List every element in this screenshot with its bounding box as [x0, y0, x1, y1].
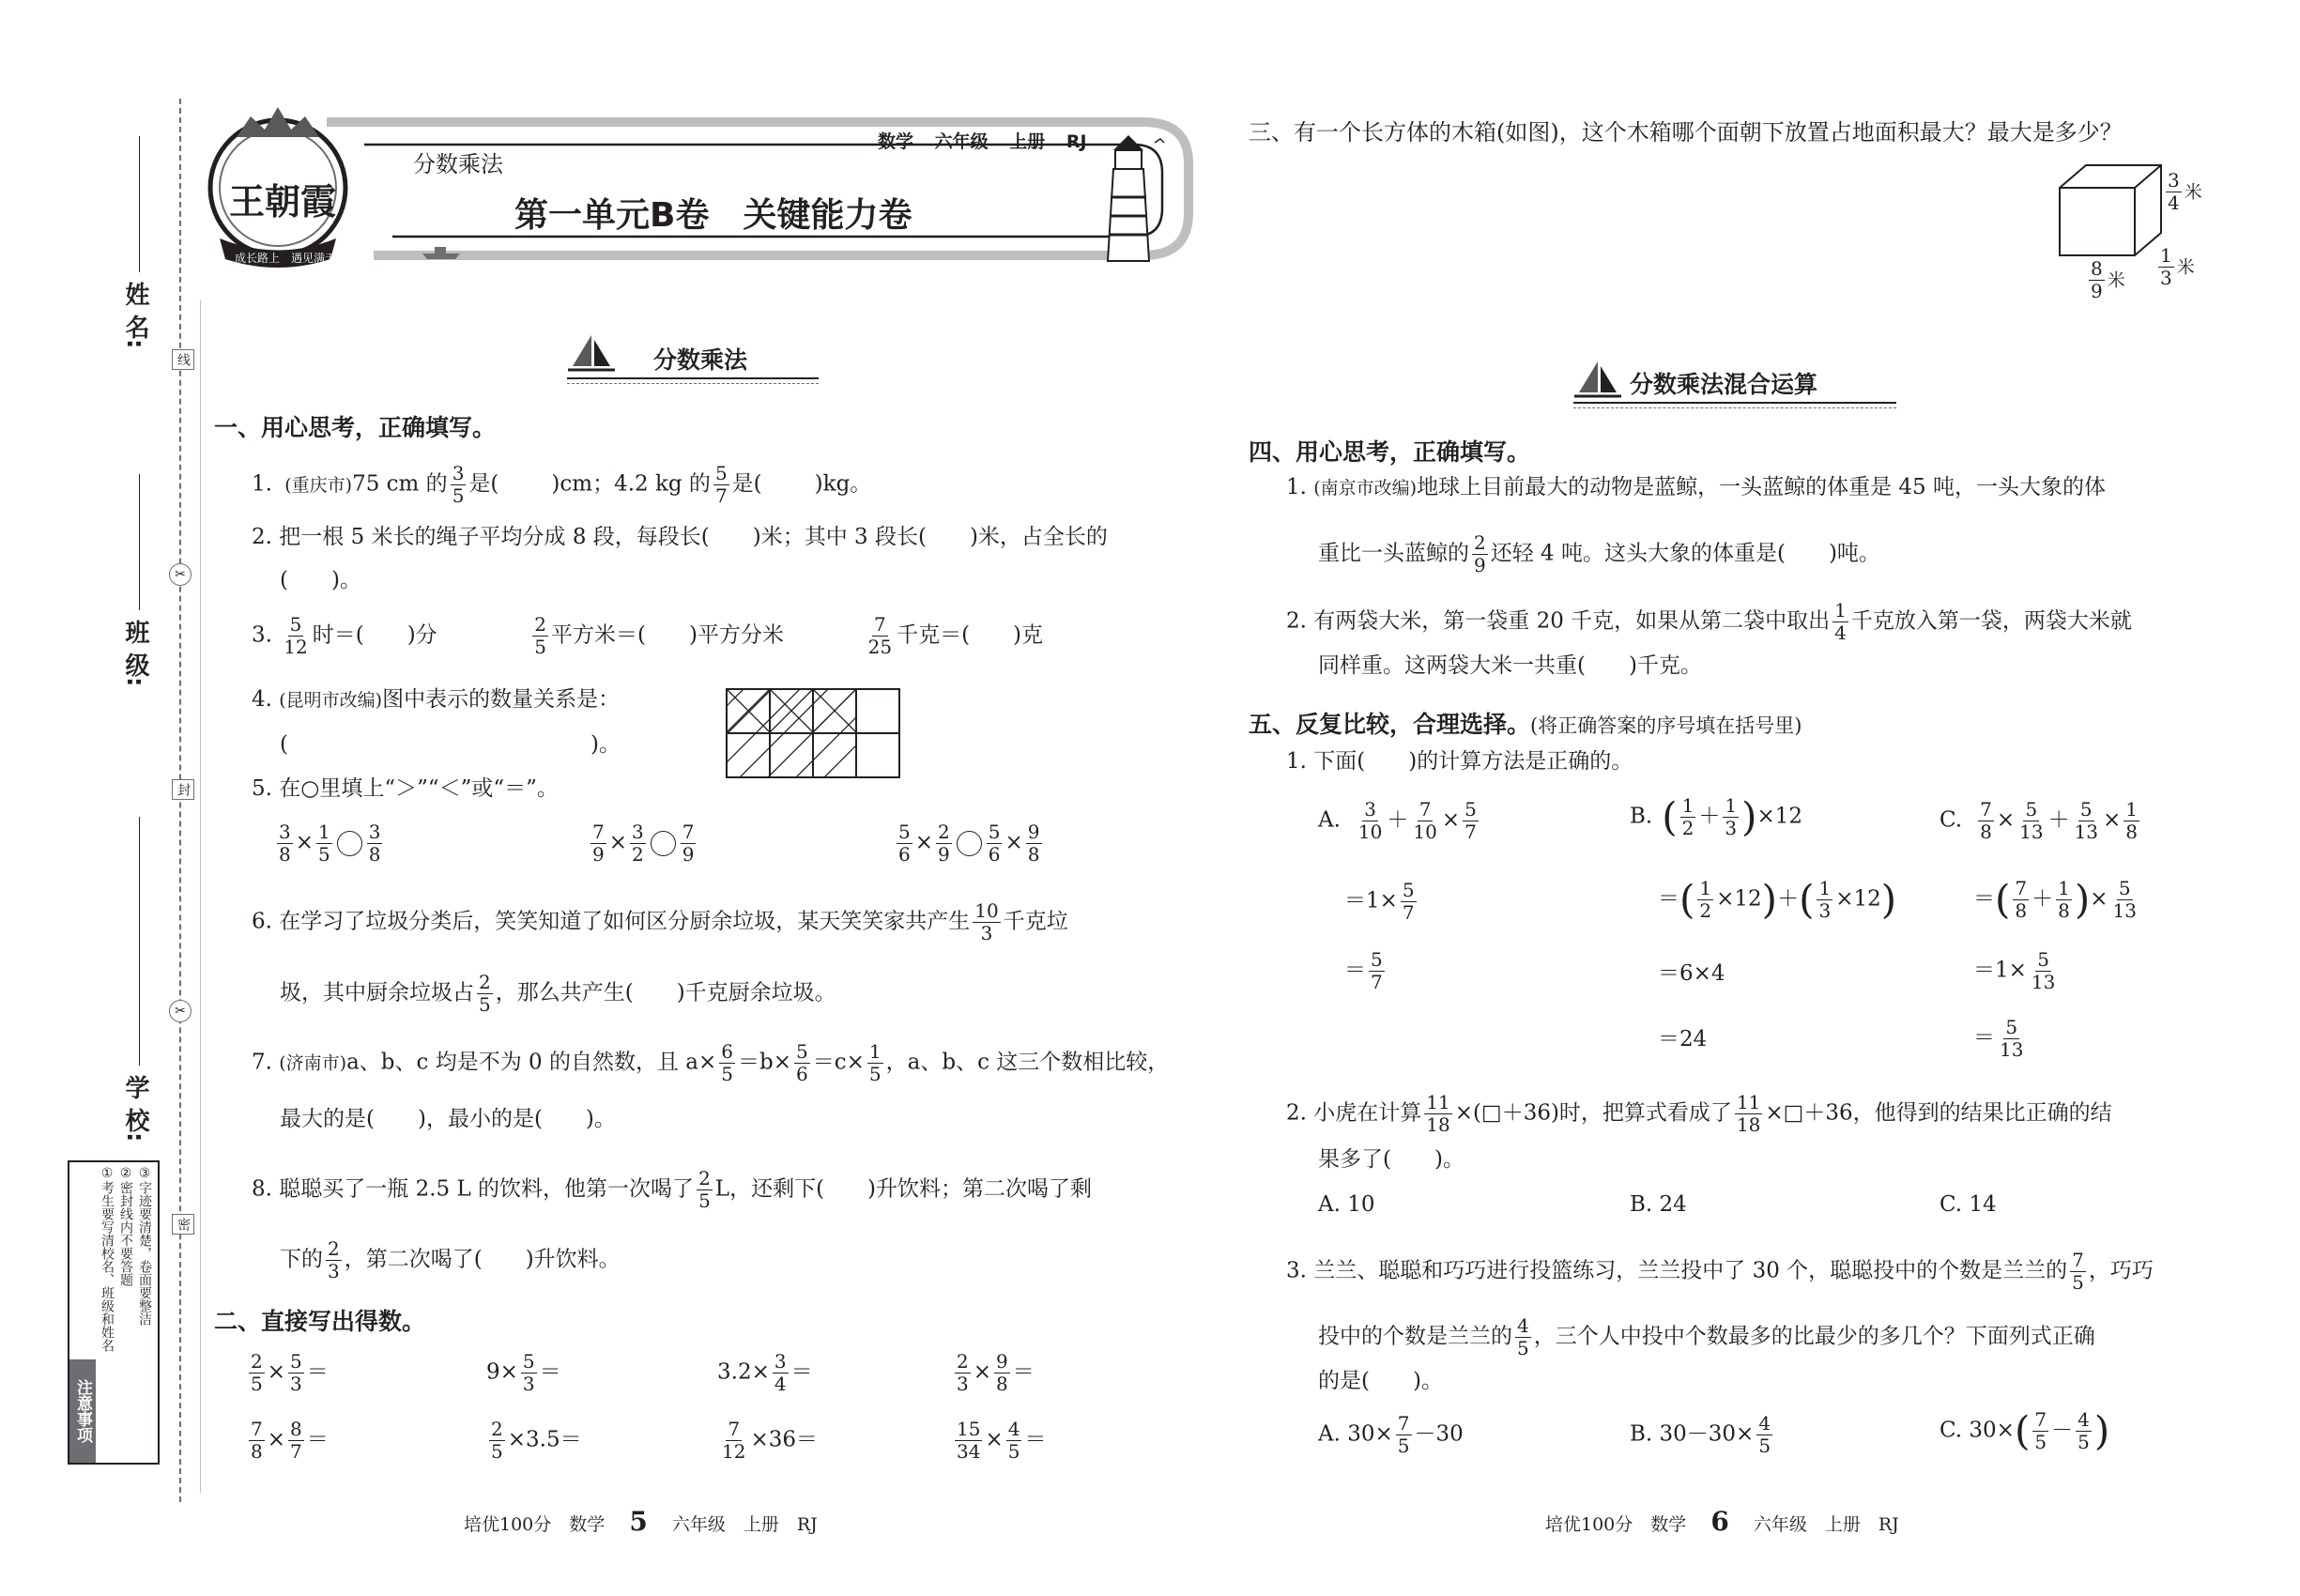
sailboat-icon	[563, 330, 620, 377]
s4-q1: 1. (南京市改编)地球上目前最大的动物是蓝鲸，一头蓝鲸的体重是 45 吨，一头大象的体	[1286, 475, 2106, 499]
scissors-icon: ✂	[169, 563, 192, 586]
page-number-left: 5	[629, 1506, 648, 1537]
school-label: 学 校:	[121, 1075, 149, 1143]
footer-left: 培优100分 数学 5 六年级 上册 RJ	[464, 1506, 818, 1537]
banner-fraction-multiplication: 分数乘法	[653, 346, 748, 374]
notice-item-3: ③字迹要清楚，卷面要整洁	[137, 1166, 152, 1326]
banner-underline-right-2	[1573, 407, 1896, 408]
s5-q3-option-c[interactable]: C. 30×( $\frac{7}{5}$ － $\frac{4}{5}$ )	[1940, 1407, 2110, 1454]
q8: 8. 聪聪买了一瓶 2.5 L 的饮料，他第一次喝了 $\frac{2}{5}$ L，还剩下( )升饮料；第二次喝了剩	[252, 1167, 1093, 1212]
compare-circle[interactable]	[651, 831, 676, 856]
s5-q3-line2: 投中的个数是兰兰的 $\frac{4}{5}$ ，三个人中投中个数最多的比最少的多几个？下面列式正确	[1318, 1314, 2095, 1359]
q5-compare-a: $\frac{3}{8}$ × $\frac{1}{5}$ $\frac{3}{8}$	[279, 821, 381, 866]
fraction: $\frac{7}{25}$	[867, 613, 893, 658]
fraction: $\frac{2}{5}$	[534, 613, 547, 658]
calc-3: 3.2× $\frac{3}{4}$ ＝	[717, 1350, 813, 1395]
s4-q2-line2: 同样重。这两袋大米一共重( )千克。	[1318, 653, 1702, 678]
section-4-title: 四、用心思考，正确填写。	[1249, 438, 1531, 466]
class-field[interactable]	[139, 474, 140, 610]
compare-circle[interactable]	[957, 831, 982, 856]
calc-7: $\frac{7}{12}$ ×36＝	[722, 1418, 818, 1463]
meta-grade: 六年级	[934, 131, 989, 152]
s5-q1: 1. 下面( )的计算方法是正确的。	[1286, 749, 1633, 774]
s5-q3-option-b[interactable]: B. 30－30× $\frac{4}{5}$	[1630, 1412, 1771, 1457]
calc-5: $\frac{7}{8}$ × $\frac{8}{7}$ ＝	[251, 1418, 329, 1463]
page-number-right: 6	[1710, 1506, 1729, 1537]
name-label: 姓 名:	[121, 282, 149, 349]
banner-underline-2	[567, 383, 819, 384]
calc-1: $\frac{2}{5}$ × $\frac{5}{3}$ ＝	[251, 1350, 329, 1395]
s5-q1-option-b-step2: ＝( $\frac{1}{2}$ ×12)＋( $\frac{1}{3}$ ×12)	[1658, 876, 1897, 923]
notice-item-1: ①考生要写清校名、班级和姓名	[100, 1166, 115, 1352]
q6-line2: 圾，其中厨余垃圾占 $\frac{2}{5}$ ，那么共产生( )千克厨余垃圾。	[280, 971, 836, 1016]
s5-q3: 3. 兰兰、聪聪和巧巧进行投篮练习，兰兰投中了 30 个，聪聪投中的个数是兰兰的 $\frac{7}{5}$ ，巧巧	[1286, 1249, 2154, 1294]
s5-q2-option-a[interactable]: A. 10	[1318, 1192, 1375, 1217]
class-label: 班 级:	[121, 620, 149, 687]
q1: 1. (重庆市)75 cm 的 $\frac{3}{5}$ 是( )cm；4.2 kg 的 $\frac{5}{7}$ 是( )kg。	[252, 462, 872, 507]
section-2-title: 二、直接写出得数。	[214, 1308, 426, 1335]
q2: 2. 把一根 5 米长的绳子平均分成 8 段，每段长( )米；其中 3 段长( )米，占全长的	[252, 525, 1108, 549]
compare-circle[interactable]	[337, 831, 362, 856]
q4-answer-line: ( )。	[280, 732, 621, 757]
name-field[interactable]	[139, 136, 140, 272]
s5-q2-line2: 果多了( )。	[1318, 1147, 1464, 1172]
banner-underline	[567, 377, 819, 379]
s5-q1-option-c-step2: ＝( $\frac{7}{8}$ ＋ $\frac{1}{8}$ )× $\frac{5}{13}$	[1973, 876, 2137, 923]
calc-8: $\frac{15}{34}$ × $\frac{4}{5}$ ＝	[957, 1418, 1047, 1463]
q4-grid-figure	[726, 688, 900, 778]
q7: 7. (济南市)a、b、c 均是不为 0 的自然数，且 a× $\frac{6}{5}$ ＝b× $\frac{5}{6}$ ＝c× $\frac{1}{5}$ ，a、b、c 这三个数相比较，	[252, 1040, 1170, 1085]
q5: 5. 在○里填上“＞”“＜”或“＝”。	[252, 776, 559, 801]
school-field[interactable]	[139, 817, 140, 1066]
cuboid-figure	[2056, 161, 2169, 265]
binding-line-inner	[200, 300, 201, 1493]
brand-name: 王朝霞	[229, 180, 337, 223]
q5-compare-b: $\frac{7}{9}$ × $\frac{3}{2}$ $\frac{7}{9}$	[592, 821, 695, 866]
q7-line2: 最大的是( )，最小的是( )。	[280, 1107, 616, 1131]
ship-icon	[418, 242, 465, 261]
seal-line-mark: 封	[172, 779, 194, 800]
s5-q1-option-b-step3: ＝6×4	[1658, 961, 1725, 986]
q3: 3. $\frac{5}{12}$ 时＝( )分 $\frac{2}{5}$ 平方米＝( )平方分米 $\frac{7}{25}$ 千克＝( )克	[252, 613, 1044, 658]
brand-slogan-1: 成长路上	[235, 252, 281, 265]
calc-4: $\frac{2}{3}$ × $\frac{9}{8}$ ＝	[957, 1350, 1035, 1395]
binding-dashed-line	[179, 99, 181, 1502]
right-q3: 三、有一个长方体的木箱(如图)，这个木箱哪个面朝下放置占地面积最大？最大是多少？	[1249, 119, 2123, 146]
s5-q2-option-b[interactable]: B. 24	[1630, 1192, 1687, 1217]
section-1-title: 一、用心思考，正确填写。	[214, 414, 497, 441]
cuboid-height-label: $\frac{3}{4}$ 米	[2168, 169, 2202, 214]
s5-q2: 2. 小虎在计算 $\frac{11}{18}$ ×(□＋36)时，把算式看成了 $\frac{11}{18}$ ×□＋36，他得到的结果比正确的结	[1286, 1091, 2112, 1136]
unit-tag: 分数乘法	[413, 151, 503, 177]
s5-q3-line3: 的是( )。	[1318, 1369, 1443, 1393]
s4-q2: 2. 有两袋大米，第一袋重 20 千克，如果从第二袋中取出 $\frac{1}{4}$ 千克放入第一袋，两袋大米就	[1286, 599, 2132, 644]
q5-compare-c: $\frac{5}{6}$ × $\frac{2}{9}$ $\frac{5}{6}$ × $\frac{9}{8}$	[898, 821, 1040, 866]
s5-q1-option-b[interactable]: B. ( $\frac{1}{2}$ ＋ $\frac{1}{3}$ )×12	[1630, 793, 1803, 840]
cut-line-mark: 线	[172, 349, 194, 370]
s5-q1-option-c[interactable]: C. $\frac{7}{8}$ × $\frac{5}{13}$ ＋ $\frac{5}{13}$ × $\frac{1}{8}$	[1940, 798, 2139, 843]
meta-edition: RJ	[1066, 131, 1087, 152]
lighthouse-icon	[1081, 131, 1175, 263]
notice-box	[68, 1160, 160, 1465]
s5-q1-option-c-step4: ＝ $\frac{5}{13}$	[1973, 1016, 2024, 1061]
calc-2: 9× $\frac{5}{3}$ ＝	[486, 1350, 561, 1395]
q2-line2: ( )。	[280, 568, 361, 592]
calc-6: $\frac{2}{5}$ ×3.5＝	[491, 1418, 582, 1463]
section-5-note: (将正确答案的序号填在括号里)	[1530, 714, 1802, 737]
meta-volume: 上册	[1009, 131, 1046, 152]
cuboid-length-label: $\frac{8}{9}$ 米	[2091, 257, 2125, 302]
s5-q1-option-a-step2: ＝1× $\frac{5}{7}$	[1344, 879, 1415, 924]
fraction: $\frac{5}{12}$	[284, 613, 308, 658]
q4: 4. (昆明市改编)图中表示的数量关系是：	[252, 687, 621, 712]
s5-q1-option-b-step4: ＝24	[1658, 1027, 1708, 1051]
fraction: $\frac{3}{5}$	[452, 462, 465, 507]
banner-underline-right	[1573, 402, 1896, 404]
sailboat-icon-right	[1570, 357, 1626, 404]
s5-q1-option-a-step3: ＝ $\frac{5}{7}$	[1344, 948, 1383, 993]
page-title: 第一单元B卷 关键能力卷	[514, 196, 912, 235]
header-meta	[878, 128, 1087, 153]
scissors-icon-2: ✂	[169, 1000, 192, 1022]
q8-line2: 下的 $\frac{2}{3}$ ，第二次喝了( )升饮料。	[280, 1237, 621, 1282]
notice-title: 注意事项	[69, 1359, 96, 1463]
s4-q1-line2: 重比一头蓝鲸的 $\frac{2}{9}$ 还轻 4 吨。这头大象的体重是( )吨。	[1318, 531, 1880, 576]
meta-subject: 数学	[878, 131, 914, 152]
s5-q1-option-c-step3: ＝1× $\frac{5}{13}$	[1973, 948, 2056, 993]
notice-item-2: ②密封线内不要答题	[118, 1166, 133, 1286]
s5-q3-option-a[interactable]: A. 30× $\frac{7}{5}$ －30	[1318, 1412, 1464, 1457]
footer-right: 培优100分 数学 6 六年级 上册 RJ	[1545, 1506, 1899, 1537]
fraction: $\frac{5}{7}$	[714, 462, 728, 507]
brand-slogan-2: 遇见满天	[291, 252, 337, 265]
banner-mixed-operations: 分数乘法混合运算	[1630, 371, 1818, 398]
seal-line-mark-2: 密	[172, 1214, 194, 1235]
q6: 6. 在学习了垃圾分类后，笑笑知道了如何区分厨余垃圾，某天笑笑家共产生 $\frac{10}{3}$ 千克垃	[252, 899, 1068, 944]
s5-q2-option-c[interactable]: C. 14	[1940, 1192, 1997, 1217]
s5-q1-option-a[interactable]: A. $\frac{3}{10}$ ＋ $\frac{7}{10}$ × $\frac{5}{7}$	[1318, 798, 1477, 843]
cuboid-width-label: $\frac{1}{3}$ 米	[2160, 244, 2195, 289]
section-5-title: 五、反复比较，合理选择。(将正确答案的序号填在括号里)	[1249, 711, 1802, 738]
